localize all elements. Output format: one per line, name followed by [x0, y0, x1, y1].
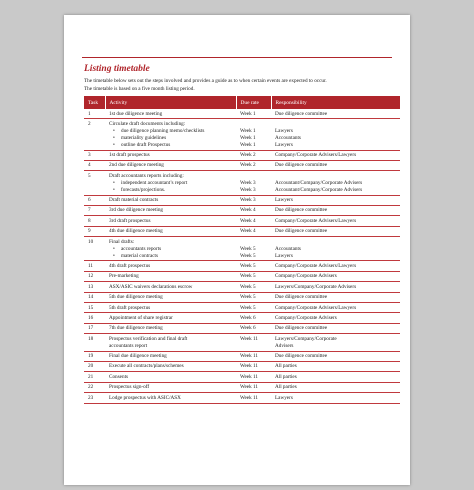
cell-line: Week 5 — [240, 283, 256, 290]
cell-responsibility — [271, 171, 400, 195]
cell-task: 8 — [84, 216, 105, 226]
cell-responsibility — [271, 372, 400, 382]
cell-task: 3 — [84, 150, 105, 160]
cell-responsibility — [271, 303, 400, 313]
cell-line: Company/Corporate Advisers/Lawyers — [275, 304, 357, 311]
cell-line: Draft material contracts — [109, 197, 159, 204]
cell-responsibility — [271, 393, 400, 403]
cell-line: Final drafts: — [109, 238, 135, 245]
cell-task: 13 — [84, 282, 105, 292]
table-row — [84, 119, 400, 150]
cell-responsibility — [271, 205, 400, 215]
cell-responsibility — [271, 334, 400, 351]
bullet-item: • due diligence planning memo/checklists — [109, 128, 234, 135]
cell-line: Week 5 — [240, 262, 256, 269]
cell-activity — [105, 292, 236, 302]
cell-line: 1st draft prospectus — [109, 152, 150, 159]
header-responsibility: Responsibility — [271, 96, 400, 109]
cell-line: Week 3 — [240, 179, 256, 186]
cell-due-rate — [236, 119, 271, 150]
cell-line: Week 5 — [240, 294, 256, 301]
cell-responsibility — [271, 226, 400, 236]
table-row — [84, 261, 400, 271]
cell-line: 3rd due diligence meeting — [109, 207, 164, 214]
cell-line: Week 2 — [240, 152, 256, 159]
cell-task: 12 — [84, 271, 105, 281]
cell-line: Lawyers/Company/Corporate Advisers — [275, 283, 357, 290]
cell-line: Execute all contracts/plans/schemes — [109, 363, 184, 370]
cell-line: ASX/ASIC waivers declarations escrow — [109, 283, 193, 290]
table-row — [84, 313, 400, 323]
cell-activity — [105, 150, 236, 160]
document-page — [64, 15, 410, 485]
cell-line: 4th draft prospectus — [109, 262, 151, 269]
cell-responsibility — [271, 160, 400, 170]
intro-paragraph — [84, 77, 400, 93]
cell-line: Week 5 — [240, 252, 256, 259]
cell-line: All parties — [275, 384, 297, 391]
header-due-rate: Due rate — [236, 96, 271, 109]
cell-due-rate — [236, 195, 271, 205]
cell-line: Week 5 — [240, 273, 256, 280]
cell-line: Accountants — [275, 134, 301, 141]
cell-activity — [105, 393, 236, 403]
cell-activity — [105, 195, 236, 205]
cell-responsibility — [271, 109, 400, 119]
cell-line: Week 6 — [240, 314, 256, 321]
cell-line: Week 6 — [240, 325, 256, 332]
cell-line: Week 4 — [240, 207, 256, 214]
cell-line: 1st due diligence meeting — [109, 110, 163, 117]
cell-line: Lawyers — [275, 394, 293, 401]
cell-task: 21 — [84, 372, 105, 382]
cell-task: 4 — [84, 160, 105, 170]
table-row — [84, 216, 400, 226]
cell-activity — [105, 171, 236, 195]
cell-line — [275, 239, 398, 246]
cell-task: 9 — [84, 226, 105, 236]
cell-line: 7th due diligence meeting — [109, 325, 163, 332]
cell-activity — [105, 351, 236, 361]
cell-line: Week 11 — [240, 384, 258, 391]
cell-line: Week 11 — [240, 363, 258, 370]
cell-responsibility — [271, 261, 400, 271]
cell-due-rate — [236, 205, 271, 215]
cell-task: 5 — [84, 171, 105, 195]
cell-task: 23 — [84, 393, 105, 403]
table-row — [84, 372, 400, 382]
table-row — [84, 226, 400, 236]
cell-responsibility — [271, 282, 400, 292]
cell-due-rate — [236, 303, 271, 313]
cell-line: Accountant/Company/Corporate Advisers — [275, 186, 363, 193]
cell-responsibility — [271, 313, 400, 323]
cell-responsibility — [271, 351, 400, 361]
table-row — [84, 109, 400, 119]
cell-task: 2 — [84, 119, 105, 150]
cell-line: Company/Corporate Advisers/Lawyers — [275, 262, 357, 269]
cell-line: Week 11 — [240, 335, 258, 342]
cell-activity — [105, 382, 236, 392]
header-task: Task — [84, 96, 105, 109]
table-row — [84, 382, 400, 392]
cell-activity — [105, 271, 236, 281]
cell-task: 1 — [84, 109, 105, 119]
cell-line: Lodge prospectus with ASIC/ASX — [109, 394, 181, 401]
cell-line: Due diligence committee — [275, 207, 328, 214]
table-row — [84, 271, 400, 281]
cell-line: Lawyers — [275, 141, 293, 148]
cell-due-rate — [236, 351, 271, 361]
cell-line: Lawyers — [275, 197, 293, 204]
table-row — [84, 237, 400, 261]
cell-line: Week 5 — [240, 245, 256, 252]
cell-line: Final due diligence meeting — [109, 353, 167, 360]
cell-line — [240, 239, 269, 246]
cell-line: Week 5 — [240, 304, 256, 311]
cell-line: Due diligence committee — [275, 325, 328, 332]
intro-line: The timetable is based on a five month listing period. — [84, 86, 195, 92]
cell-activity — [105, 119, 236, 150]
cell-line: Week 11 — [240, 373, 258, 380]
cell-line: 4th due diligence meeting — [109, 228, 163, 235]
bullet-item: • accountants reports — [109, 246, 234, 253]
cell-activity — [105, 109, 236, 119]
cell-line: Lawyers — [275, 252, 293, 259]
cell-task: 7 — [84, 205, 105, 215]
cell-responsibility — [271, 150, 400, 160]
cell-line — [240, 173, 269, 180]
cell-line: Company/Corporate Advisers — [275, 314, 337, 321]
cell-line: Due diligence committee — [275, 162, 328, 169]
table-row — [84, 361, 400, 371]
cell-due-rate — [236, 109, 271, 119]
cell-line: Prospectus verification and final draft — [109, 335, 188, 342]
cell-line: Accountant/Company/Corporate Advisers — [275, 179, 363, 186]
cell-due-rate — [236, 261, 271, 271]
cell-line: Week 3 — [240, 186, 256, 193]
cell-due-rate — [236, 393, 271, 403]
cell-due-rate — [236, 361, 271, 371]
table-header-row — [84, 96, 400, 109]
cell-responsibility — [271, 119, 400, 150]
intro-line: The timetable below sets out the steps involved and provides a guide as to when certain events are expected to occur. — [84, 78, 327, 84]
cell-activity — [105, 313, 236, 323]
cell-line: Week 2 — [240, 162, 256, 169]
table-row — [84, 150, 400, 160]
bullet-item: • outline draft Prospectus — [109, 142, 234, 149]
cell-responsibility — [271, 237, 400, 261]
header-rule — [82, 57, 392, 58]
cell-line: Pre-marketing — [109, 273, 139, 280]
cell-due-rate — [236, 271, 271, 281]
page-content — [84, 63, 400, 404]
table-row — [84, 334, 400, 351]
cell-line: 5th due diligence meeting — [109, 294, 163, 301]
cell-due-rate — [236, 334, 271, 351]
cell-line: 5th draft prospectus — [109, 304, 151, 311]
table-row — [84, 195, 400, 205]
cell-line: Due diligence committee — [275, 353, 328, 360]
cell-activity — [105, 216, 236, 226]
table-row — [84, 393, 400, 403]
cell-line: Week 4 — [240, 228, 256, 235]
cell-line: Week 1 — [240, 141, 256, 148]
cell-line: Due diligence committee — [275, 110, 328, 117]
cell-line: Due diligence committee — [275, 294, 328, 301]
cell-due-rate — [236, 372, 271, 382]
cell-line: Advisers — [275, 342, 294, 349]
table-row — [84, 171, 400, 195]
cell-task: 17 — [84, 323, 105, 333]
cell-due-rate — [236, 226, 271, 236]
cell-line: 2nd due diligence meeting — [109, 162, 164, 169]
cell-line: Week 11 — [240, 353, 258, 360]
cell-task: 11 — [84, 261, 105, 271]
cell-due-rate — [236, 160, 271, 170]
cell-line: All parties — [275, 373, 297, 380]
cell-activity — [105, 361, 236, 371]
table-row — [84, 160, 400, 170]
cell-line: Company/Corporate Advisers/Lawyers — [275, 152, 357, 159]
table-row — [84, 205, 400, 215]
cell-responsibility — [271, 292, 400, 302]
cell-line: Week 4 — [240, 217, 256, 224]
cell-line: Week 1 — [240, 110, 256, 117]
cell-task: 18 — [84, 334, 105, 351]
cell-line: Consents — [109, 373, 129, 380]
cell-task: 19 — [84, 351, 105, 361]
cell-due-rate — [236, 150, 271, 160]
cell-line: Lawyers/Company/Corporate — [275, 335, 337, 342]
cell-task: 22 — [84, 382, 105, 392]
cell-line: Week 3 — [240, 197, 256, 204]
cell-line: Week 1 — [240, 127, 256, 134]
cell-line: Prospectus sign-off — [109, 384, 150, 391]
cell-responsibility — [271, 382, 400, 392]
cell-due-rate — [236, 282, 271, 292]
cell-line: 3rd draft prospectus — [109, 217, 151, 224]
cell-activity — [105, 205, 236, 215]
table-row — [84, 282, 400, 292]
bullet-item: • material contracts — [109, 253, 234, 260]
cell-activity — [105, 261, 236, 271]
cell-due-rate — [236, 171, 271, 195]
table-body — [84, 109, 400, 403]
cell-task: 14 — [84, 292, 105, 302]
cell-activity — [105, 372, 236, 382]
cell-line — [275, 173, 398, 180]
cell-due-rate — [236, 323, 271, 333]
table-row — [84, 323, 400, 333]
cell-line: Week 1 — [240, 134, 256, 141]
cell-responsibility — [271, 195, 400, 205]
cell-due-rate — [236, 216, 271, 226]
cell-activity — [105, 160, 236, 170]
cell-line: Due diligence committee — [275, 228, 328, 235]
cell-line: Accountants — [275, 245, 301, 252]
cell-line: Lawyers — [275, 127, 293, 134]
cell-activity — [105, 334, 236, 351]
header-activity: Activity — [105, 96, 236, 109]
cell-responsibility — [271, 323, 400, 333]
cell-line: Draft accountants reports including: — [109, 172, 184, 179]
table-row — [84, 292, 400, 302]
bullet-item: • forecasts/projections. — [109, 187, 234, 194]
cell-line: Appointment of share registrar — [109, 314, 173, 321]
bullet-item: • independent accountant’s report — [109, 180, 234, 187]
cell-activity — [105, 303, 236, 313]
cell-activity — [105, 282, 236, 292]
table-row — [84, 351, 400, 361]
cell-task: 6 — [84, 195, 105, 205]
cell-task: 16 — [84, 313, 105, 323]
cell-due-rate — [236, 292, 271, 302]
table-row — [84, 303, 400, 313]
cell-line: Circulate draft documents including: — [109, 120, 186, 127]
cell-line: accountants report — [109, 342, 148, 349]
cell-task: 20 — [84, 361, 105, 371]
cell-responsibility — [271, 216, 400, 226]
cell-activity — [105, 323, 236, 333]
cell-line: Company/Corporate Advisers/Lawyers — [275, 217, 357, 224]
cell-task: 15 — [84, 303, 105, 313]
cell-line — [275, 121, 398, 128]
cell-responsibility — [271, 271, 400, 281]
cell-line: Week 11 — [240, 394, 258, 401]
cell-line — [240, 121, 269, 128]
cell-due-rate — [236, 313, 271, 323]
cell-line: Company/Corporate Advisers — [275, 273, 337, 280]
cell-activity — [105, 226, 236, 236]
bullet-item: • materiality guidelines — [109, 135, 234, 142]
cell-task: 10 — [84, 237, 105, 261]
cell-responsibility — [271, 361, 400, 371]
cell-line: All parties — [275, 363, 297, 370]
timetable-table — [84, 96, 400, 404]
cell-due-rate — [236, 237, 271, 261]
cell-due-rate — [236, 382, 271, 392]
cell-activity — [105, 237, 236, 261]
page-title: Listing timetable — [84, 64, 150, 74]
